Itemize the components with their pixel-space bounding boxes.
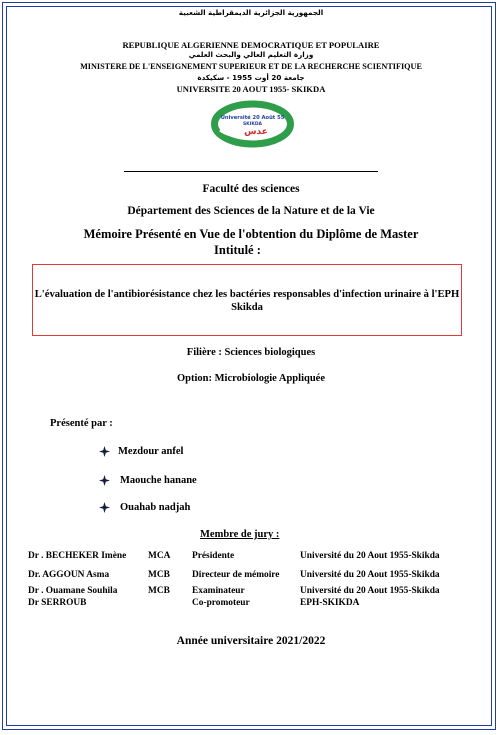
student-name: Mezdour anfel — [118, 446, 184, 457]
jury-grade: MCB — [148, 570, 170, 580]
jury-grade: MCA — [148, 551, 171, 561]
university-line: UNIVERSITE 20 AOUT 1955- SKIKDA — [176, 84, 326, 94]
jury-institution: Université du 20 Aout 1955-Skikda — [300, 586, 440, 596]
presented-by-label: Présenté par : — [50, 418, 113, 429]
jury-role: Directeur de mémoire — [192, 570, 280, 580]
jury-name: Dr . Ouamane Souhila — [28, 586, 118, 596]
jury-institution: EPH-SKIKDA — [300, 598, 360, 608]
star-bullet-icon — [99, 446, 110, 457]
intitule-label: Intitulé : — [214, 243, 261, 257]
thesis-title: L'évaluation de l'antibiorésistance chez les bactéries responsables d'infection urinaire à l'EPH Skikda — [34, 289, 460, 313]
university-logo — [210, 100, 295, 148]
department: Département des Sciences de la Nature et de la Vie — [127, 205, 375, 217]
jury-name: Dr . BECHEKER Imène — [28, 551, 127, 561]
arabic-ministry: وزارة التعليم العالي والبحث العلمي — [188, 50, 314, 59]
logo-city: SKIKDA — [242, 122, 263, 127]
jury-institution: Université du 20 Aout 1955-Skikda — [300, 570, 440, 580]
arabic-university: جامعة 20 أوت 1955 - سكيكدة — [197, 73, 305, 82]
jury-institution: Université du 20 Aout 1955-Skikda — [300, 551, 440, 561]
logo-mark: عدس — [244, 127, 268, 137]
logo-text: Université 20 Août 55 — [220, 115, 285, 121]
student-name: Ouahab nadjah — [120, 502, 191, 513]
filiere: Filière : Sciences biologiques — [186, 347, 316, 358]
star-bullet-icon — [99, 475, 110, 486]
student-name: Maouche hanane — [120, 475, 197, 486]
faculty: Faculté des sciences — [202, 183, 300, 195]
jury-role: Examinateur — [192, 586, 245, 596]
jury-role: Présidente — [192, 551, 235, 561]
jury-name: Dr. AGGOUN Asma — [28, 570, 110, 580]
jury-grade: MCB — [148, 586, 170, 596]
arabic-republic: الجمهورية الجزائرية الديمقراطية الشعبية — [178, 8, 324, 17]
jury-title: Membre de jury : — [200, 529, 280, 540]
memoire-line: Mémoire Présenté en Vue de l'obtention du Diplôme de Master — [83, 227, 419, 241]
header-separator — [124, 171, 378, 172]
jury-name: Dr SERROUB — [28, 598, 87, 608]
ministry-line: MINISTERE DE L'ENSEIGNEMENT SUPERIEUR ET DE LA RECHERCHE SCIENTIFIQUE — [80, 62, 422, 71]
jury-role: Co-promoteur — [192, 598, 250, 608]
academic-year: Année universitaire 2021/2022 — [176, 635, 326, 647]
star-bullet-icon — [99, 502, 110, 513]
option: Option: Microbiologie Appliquée — [177, 373, 325, 384]
republic-line: REPUBLIQUE ALGERIENNE DEMOCRATIQUE ET POPULAIRE — [122, 40, 380, 50]
